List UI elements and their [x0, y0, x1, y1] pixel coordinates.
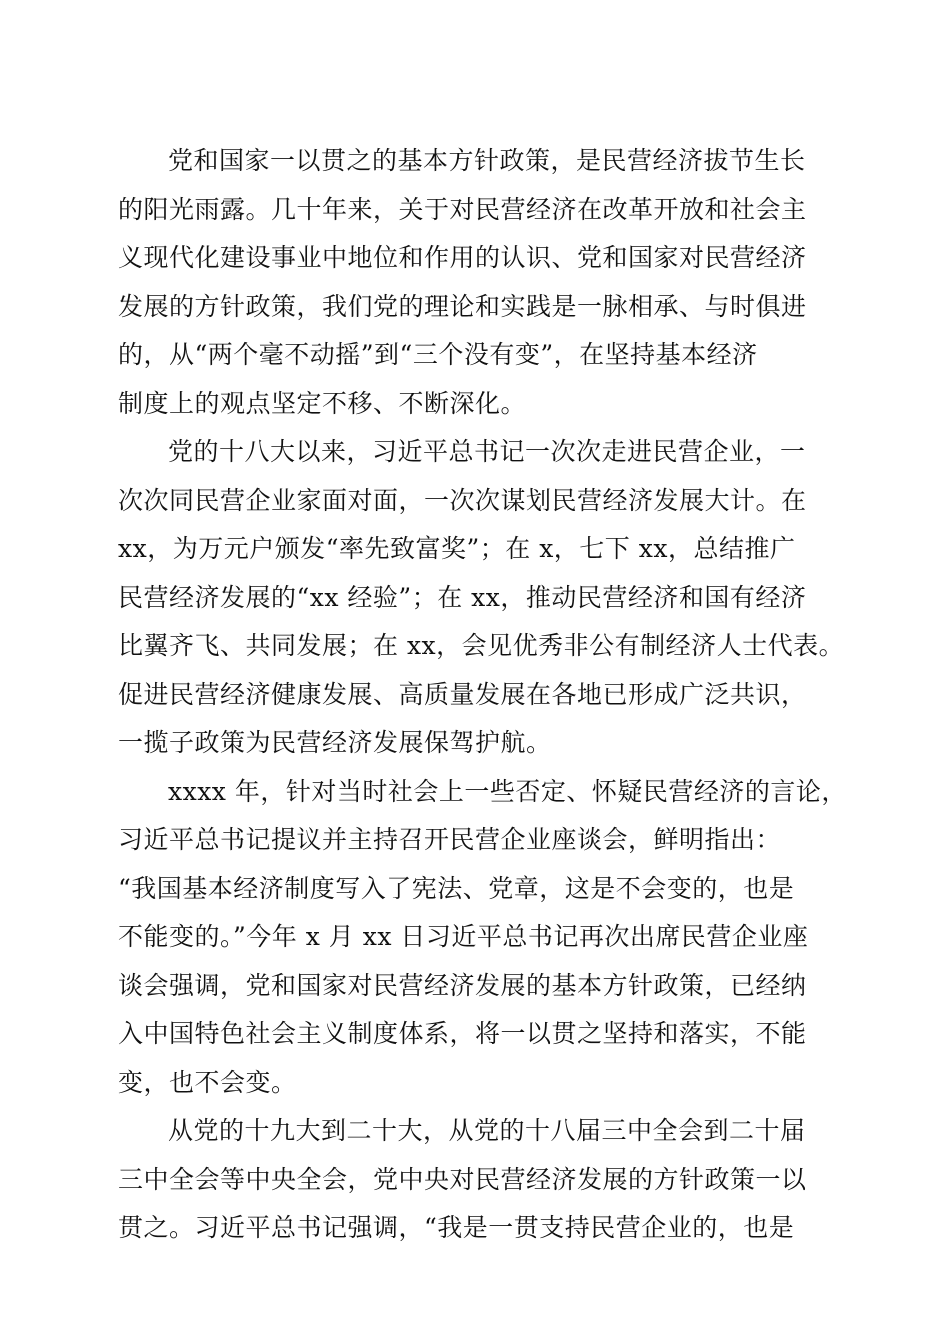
text-line: 三中全会等中央全会，党中央对民营经济发展的方针政策一以 [118, 1164, 807, 1194]
text-line: 从党的十九大到二十大，从党的十八届三中全会到二十届 [168, 1116, 806, 1145]
text-line: 变，也不会变。 [118, 1067, 297, 1097]
paragraph-2 [118, 428, 845, 768]
text-line: 一揽子政策为民营经济发展保驾护航。 [118, 728, 552, 757]
text-line: 次次同民营企业家面对面，一次次谋划民营经济发展大计。在 [118, 485, 807, 515]
text-line: 习近平总书记提议并主持召开民营企业座谈会，鲜明指出： [118, 825, 782, 854]
text-line: 制度上的观点坚定不移、不断深化。 [118, 388, 527, 418]
text-line: 促进民营经济健康发展、高质量发展在各地已形成广泛共识， [118, 679, 807, 709]
text-line: “我国基本经济制度写入了宪法、党章，这是不会变的，也是 [118, 873, 795, 903]
text-line: 民营经济发展的“xx 经验”；在 xx，推动民营经济和国有经济 [118, 582, 807, 612]
document-body [118, 137, 847, 1253]
text-line: xx，为万元户颁发“率先致富奖”；在 x，七下 xx，总结推广 [118, 534, 796, 563]
text-line: 比翼齐飞、共同发展；在 xx，会见优秀非公有制经济人士代表。 [118, 631, 845, 660]
text-line: 谈会强调，党和国家对民营经济发展的基本方针政策，已经纳 [118, 970, 807, 1000]
text-line: 义现代化建设事业中地位和作用的认识、党和国家对民营经济 [118, 243, 807, 272]
paragraph-3 [118, 768, 847, 1108]
text-line: 的阳光雨露。几十年来，关于对民营经济在改革开放和社会主 [118, 194, 807, 224]
text-line: 党和国家一以贯之的基本方针政策，是民营经济拔节生长 [168, 146, 806, 175]
paragraph-4 [118, 1107, 830, 1253]
text-line: xxxx 年，针对当时社会上一些否定、怀疑民营经济的言论， [168, 776, 847, 806]
text-line: 党的十八大以来，习近平总书记一次次走进民营企业，一 [168, 437, 806, 466]
paragraph-1 [118, 137, 830, 428]
text-line: 发展的方针政策，我们党的理论和实践是一脉相承、与时俱进 [118, 291, 807, 321]
text-line: 入中国特色社会主义制度体系，将一以贯之坚持和落实，不能 [118, 1019, 807, 1048]
text-line: 不能变的。”今年 x 月 xx 日习近平总书记再次出席民营企业座 [118, 922, 809, 951]
text-line: 贯之。习近平总书记强调，“我是一贯支持民营企业的，也是 [118, 1213, 795, 1242]
text-line: 的，从“两个毫不动摇”到“三个没有变”，在坚持基本经济 [118, 340, 758, 369]
